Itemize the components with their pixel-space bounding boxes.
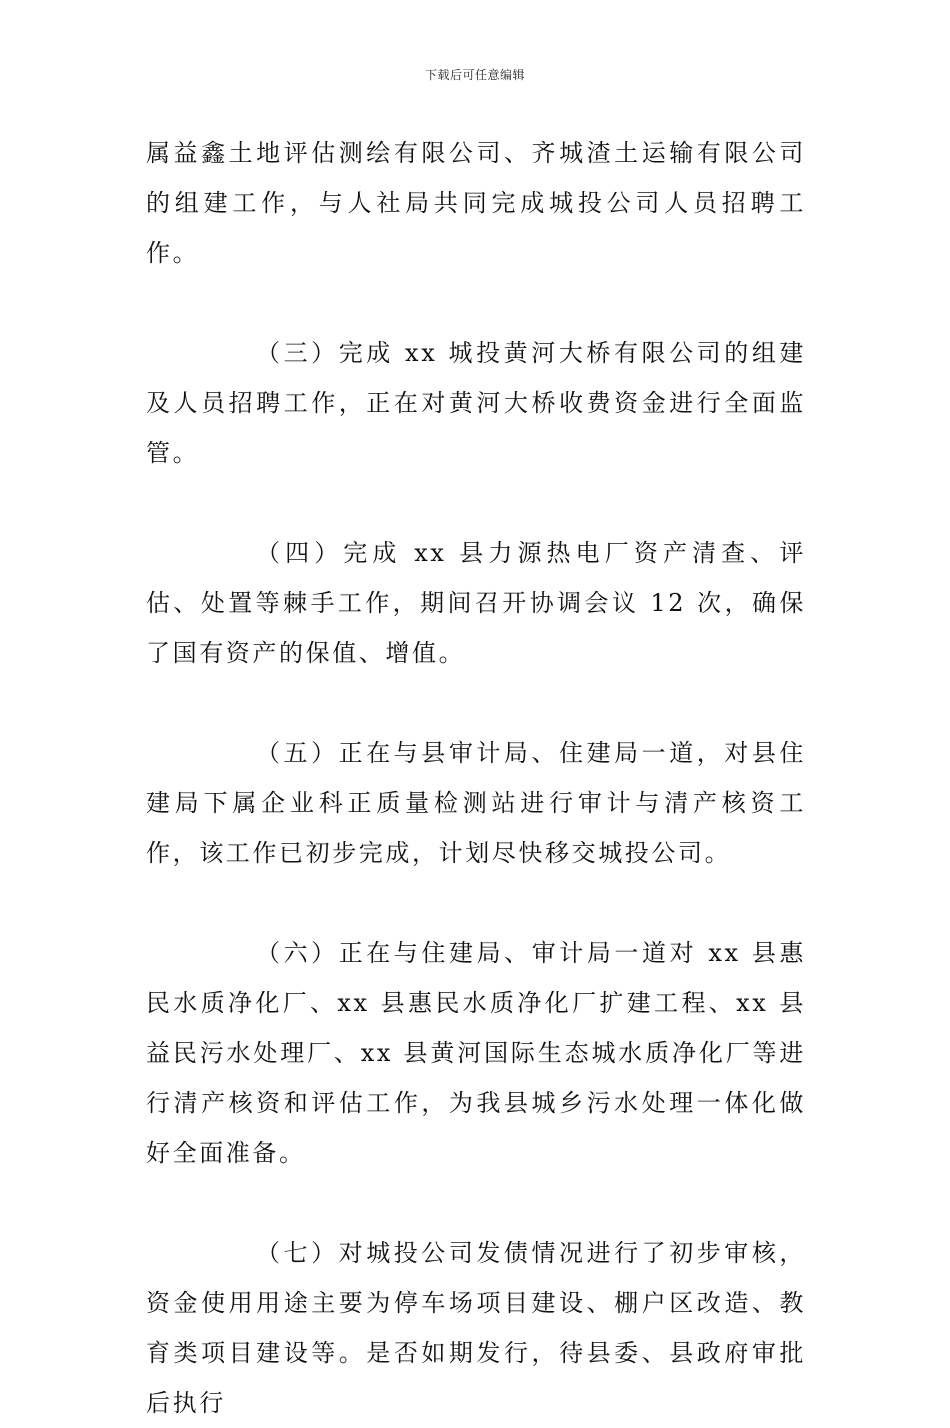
paragraph-item-3: （三）完成 xx 城投黄河大桥有限公司的组建及人员招聘工作，正在对黄河大桥收费资金进行全面监管。 — [146, 339, 806, 467]
document-body — [146, 128, 806, 1428]
paragraph-item-4: （四）完成 xx 县力源热电厂资产清查、评估、处置等棘手工作，期间召开协调会议 12 次，确保了国有资产的保值、增值。 — [146, 539, 806, 667]
paragraph-item-5: （五）正在与县审计局、住建局一道，对县住建局下属企业科正质量检测站进行审计与清产核资工作，该工作已初步完成，计划尽快移交城投公司。 — [146, 739, 806, 867]
paragraph-item-7: （七）对城投公司发债情况进行了初步审核，资金使用用途主要为停车场项目建设、棚户区改造、教育类项目建设等。是否如期发行，待县委、县政府审批后执行 — [146, 1239, 806, 1417]
paragraph-continuation: 属益鑫土地评估测绘有限公司、齐城渣土运输有限公司的组建工作，与人社局共同完成城投公司人员招聘工作。 — [146, 139, 806, 267]
paragraph-item-6: （六）正在与住建局、审计局一道对 xx 县惠民水质净化厂、xx 县惠民水质净化厂扩建工程、xx 县益民污水处理厂、xx 县黄河国际生态城水质净化厂等进行清产核资和评估工作，为我县城乡污水处理一体化做好全面准备。 — [146, 939, 806, 1167]
page-header: 下载后可任意编辑 — [424, 68, 525, 82]
